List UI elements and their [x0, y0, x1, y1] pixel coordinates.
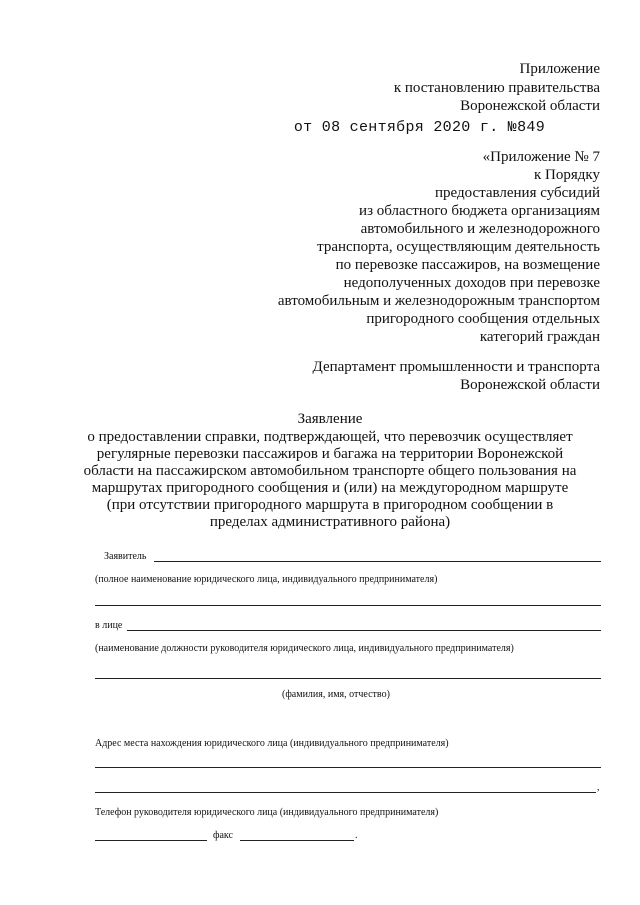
- address-label: Адрес места нахождения юридического лица (индивидуального предпринимателя): [95, 738, 449, 749]
- appendix-line: предоставления субсидий: [434, 185, 600, 201]
- address-trailing-comma: ,: [597, 782, 600, 793]
- statement-line: (при отсутствии пригородного маршрута в пригородном сообщении в: [106, 497, 554, 513]
- name-hint: (фамилия, имя, отчество): [282, 689, 390, 700]
- applicant-field-continued[interactable]: [95, 605, 601, 606]
- appendix-line: «Приложение № 7: [482, 149, 600, 165]
- statement-line: регулярные перевозки пассажиров и багажа на территории Воронежской: [96, 446, 564, 462]
- addressee-region: Воронежской области: [460, 377, 600, 393]
- phone-field[interactable]: [95, 840, 207, 841]
- header-region-line: Воронежской области: [460, 98, 600, 114]
- applicant-label: Заявитель: [104, 551, 147, 562]
- fax-label: факс: [213, 830, 233, 841]
- address-field-continued[interactable]: [95, 792, 596, 793]
- address-field[interactable]: [95, 767, 601, 768]
- phone-label: Телефон руководителя юридического лица (индивидуального предпринимателя): [95, 807, 439, 818]
- header-appendix-label: Приложение: [519, 61, 600, 77]
- appendix-line: автомобильного и железнодорожного: [360, 221, 600, 237]
- appendix-line: пригородного сообщения отдельных: [366, 311, 600, 327]
- statement-title: Заявление: [297, 411, 363, 427]
- appendix-line: категорий граждан: [479, 329, 600, 345]
- statement-line: маршрутах пригородного сообщения и (или) на междугородном маршруте: [91, 480, 569, 496]
- applicant-field[interactable]: [154, 561, 601, 562]
- person-hint: (наименование должности руководителя юридического лица, индивидуального предпринимателя): [95, 643, 514, 654]
- appendix-line: к Порядку: [534, 167, 600, 183]
- fax-field[interactable]: [240, 840, 354, 841]
- person-name-field[interactable]: [95, 678, 601, 679]
- person-position-field[interactable]: [127, 630, 601, 631]
- statement-line: пределах административного района): [209, 514, 451, 530]
- person-label: в лице: [95, 620, 123, 631]
- fax-trailing-period: .: [355, 830, 358, 841]
- appendix-line: недополученных доходов при перевозке: [343, 275, 600, 291]
- header-date-line: от 08 сентября 2020 г. №849: [293, 119, 545, 136]
- appendix-line: транспорта, осуществляющим деятельность: [317, 239, 600, 255]
- appendix-line: автомобильным и железнодорожным транспортом: [277, 293, 600, 309]
- statement-line: области на пассажирском автомобильном транспорте общего пользования на: [83, 463, 577, 479]
- addressee-department: Департамент промышленности и транспорта: [312, 359, 600, 375]
- header-resolution-line: к постановлению правительства: [393, 80, 600, 96]
- appendix-line: из областного бюджета организациям: [359, 203, 600, 219]
- appendix-line: по перевозке пассажиров, на возмещение: [335, 257, 600, 273]
- statement-line: о предоставлении справки, подтверждающей, что перевозчик осуществляет: [87, 429, 573, 445]
- applicant-hint: (полное наименование юридического лица, индивидуального предпринимателя): [95, 574, 438, 585]
